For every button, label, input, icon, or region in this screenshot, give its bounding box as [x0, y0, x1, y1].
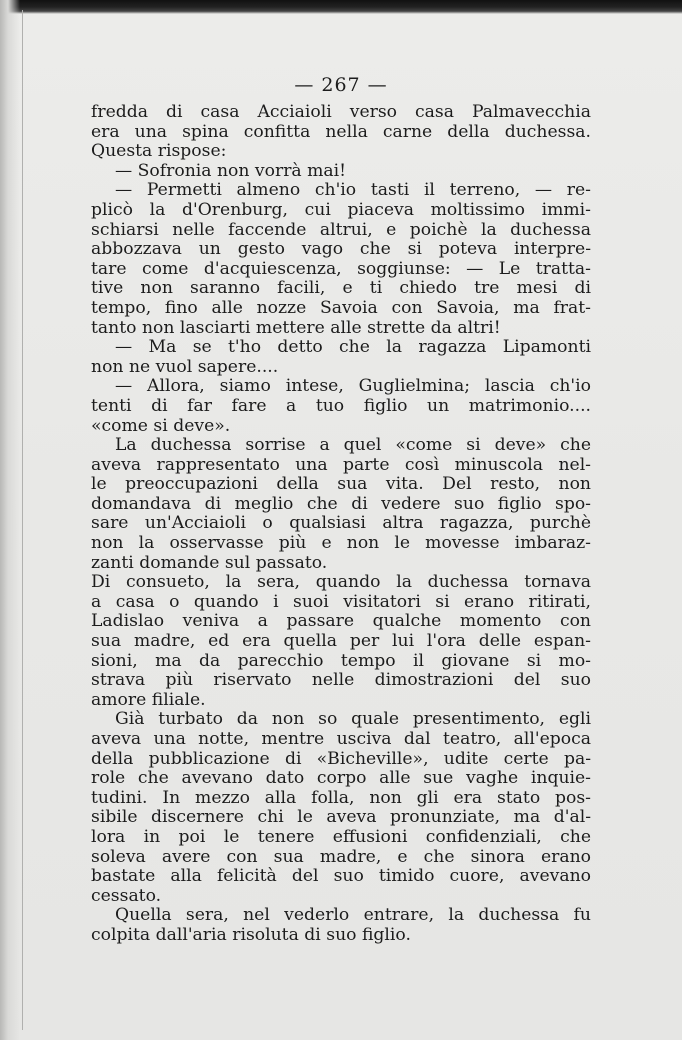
- page-binding-edge: [0, 0, 20, 1040]
- text-line: — Sofronia non vorrà mai!: [115, 160, 347, 181]
- text-line: della pubblicazione di «Bicheville», udite certe pa-: [91, 748, 591, 769]
- text-line: sare un'Acciaioli o qualsiasi altra ragazza, purchè: [91, 513, 591, 534]
- text-line: Già turbato da non so quale presentimento, egli: [115, 709, 591, 730]
- text-line: tempo, fino alle nozze Savoia con Savoia, ma frat-: [91, 297, 591, 318]
- text-line: bastate alla felicità del suo timido cuore, avevano: [91, 866, 591, 887]
- text-line: le preoccupazioni della sua vita. Del resto, non: [91, 474, 591, 495]
- text-line: cessato.: [91, 885, 162, 906]
- text-line: sua madre, ed era quella per lui l'ora delle espan-: [91, 631, 591, 652]
- text-line: tare come d'acquiescenza, soggiunse: — Le tratta-: [91, 258, 591, 279]
- page-number: — 267 —: [294, 74, 388, 96]
- text-line: «come si deve».: [91, 415, 231, 436]
- text-line: — Ma se t'ho detto che la ragazza Lipamonti: [115, 337, 591, 358]
- text-line: colpita dall'aria risoluta di suo figlio.: [91, 924, 411, 945]
- text-line: plicò la d'Orenburg, cui piaceva moltissimo immi-: [91, 199, 591, 220]
- text-line: aveva una notte, mentre usciva dal teatro, all'epoca: [91, 729, 591, 749]
- text-line: sioni, ma da parecchio tempo il giovane si mo-: [91, 650, 591, 671]
- text-line: lora in poi le tenere effusioni confidenziali, che: [91, 826, 591, 847]
- text-line: La duchessa sorrise a quel «come si deve» che: [115, 435, 591, 456]
- text-line: schiarsi nelle faccende altrui, e poichè la duchessa: [91, 219, 591, 240]
- text-line: Quella sera, nel vederlo entrare, la duchessa fu: [115, 905, 591, 926]
- text-line: Di consueto, la sera, quando la duchessa tornava: [91, 572, 591, 593]
- page-gutter-line: [22, 10, 23, 1030]
- body-text: [91, 103, 591, 946]
- text-line: fredda di casa Acciaioli verso casa Palmavecchia: [91, 102, 591, 122]
- page-top-shadow: [0, 0, 682, 14]
- text-line: tenti di far fare a tuo figlio un matrimonio....: [91, 395, 591, 416]
- text-line: amore filiale.: [91, 689, 206, 710]
- text-line: aveva rappresentato una parte così minuscola nel-: [91, 454, 591, 475]
- text-line: — Allora, siamo intese, Guglielmina; lascia ch'io: [115, 376, 591, 397]
- text-line: role che avevano dato corpo alle sue vaghe inquie-: [91, 768, 591, 789]
- text-line: non ne vuol sapere....: [91, 356, 279, 377]
- text-line: tanto non lasciarti mettere alle strette da altri!: [91, 317, 501, 338]
- text-line: Ladislao veniva a passare qualche momento con: [91, 611, 591, 632]
- text-line: a casa o quando i suoi visitatori si erano ritirati,: [91, 591, 591, 612]
- text-line: abbozzava un gesto vago che si poteva interpre-: [91, 239, 591, 260]
- text-line: era una spina confitta nella carne della duchessa.: [91, 121, 591, 142]
- text-line: tive non saranno facili, e ti chiedo tre mesi di: [91, 278, 591, 299]
- text-line: soleva avere con sua madre, e che sinora erano: [91, 846, 591, 867]
- text-line: zanti domande sul passato.: [91, 552, 328, 573]
- text-line: domandava di meglio che di vedere suo figlio spo-: [91, 493, 591, 514]
- text-line: — Permetti almeno ch'io tasti il terreno, — re-: [115, 180, 591, 201]
- text-line: strava più riservato nelle dimostrazioni del suo: [91, 670, 591, 691]
- text-line: tudini. In mezzo alla folla, non gli era stato pos-: [91, 787, 591, 808]
- text-line: Questa rispose:: [91, 141, 227, 162]
- text-line: non la osservasse più e non le movesse imbaraz-: [91, 533, 591, 554]
- text-line: sibile discernere chi le aveva pronunziate, ma d'al-: [91, 807, 591, 828]
